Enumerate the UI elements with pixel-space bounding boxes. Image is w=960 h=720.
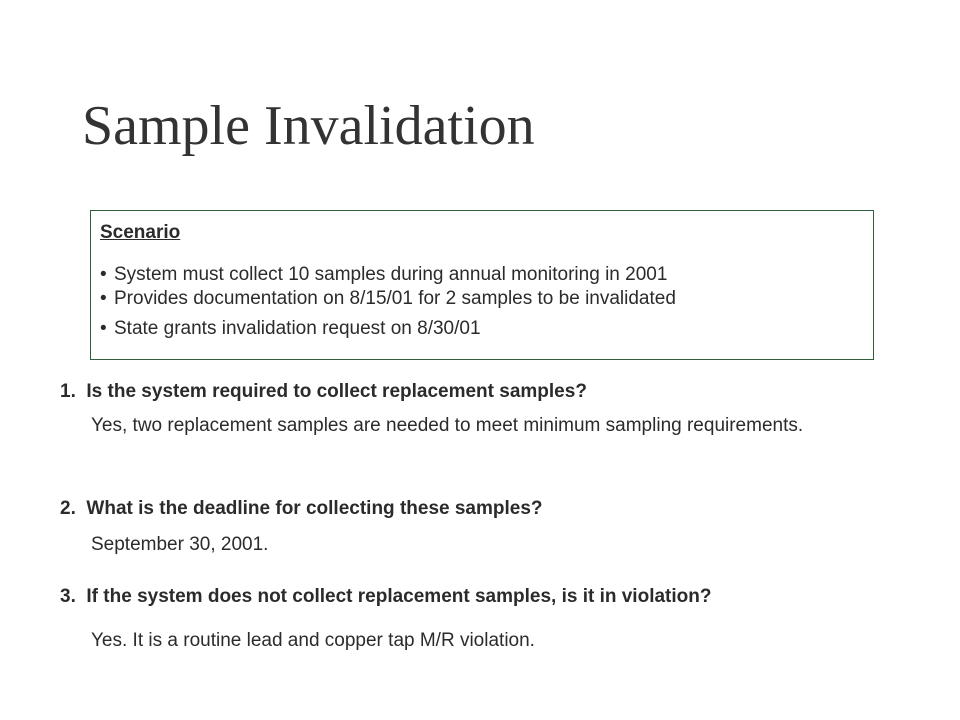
- answer-text: Yes, two replacement samples are needed to meet minimum sampling requirements.: [91, 415, 804, 436]
- scenario-bullet-list: [100, 263, 865, 341]
- question-block-1: [60, 380, 920, 440]
- scenario-box: [90, 210, 874, 360]
- scenario-heading: Scenario: [100, 222, 181, 243]
- scenario-bullet-text: State grants invalidation request on 8/30/01: [114, 318, 481, 339]
- bullet-dot-icon: •: [100, 264, 107, 285]
- bullet-dot-icon: •: [100, 318, 107, 339]
- question-block-3: [60, 585, 920, 655]
- scenario-bullet: [100, 263, 865, 287]
- question-text: 1. Is the system required to collect replacement samples?: [60, 381, 587, 402]
- question-block-2: [60, 497, 920, 559]
- scenario-bullet-text: System must collect 10 samples during annual monitoring in 2001: [114, 264, 668, 285]
- question-text: 3. If the system does not collect replacement samples, is it in violation?: [60, 586, 712, 607]
- question-text: 2. What is the deadline for collecting these samples?: [60, 498, 543, 519]
- answer-text: Yes. It is a routine lead and copper tap M/R violation.: [91, 630, 535, 651]
- scenario-bullet-text: Provides documentation on 8/15/01 for 2 samples to be invalidated: [114, 288, 676, 309]
- scenario-bullet: [100, 287, 865, 311]
- scenario-bullet: [100, 317, 865, 341]
- bullet-dot-icon: •: [100, 288, 107, 309]
- slide-title: Sample Invalidation: [82, 95, 535, 157]
- answer-text: September 30, 2001.: [91, 534, 269, 555]
